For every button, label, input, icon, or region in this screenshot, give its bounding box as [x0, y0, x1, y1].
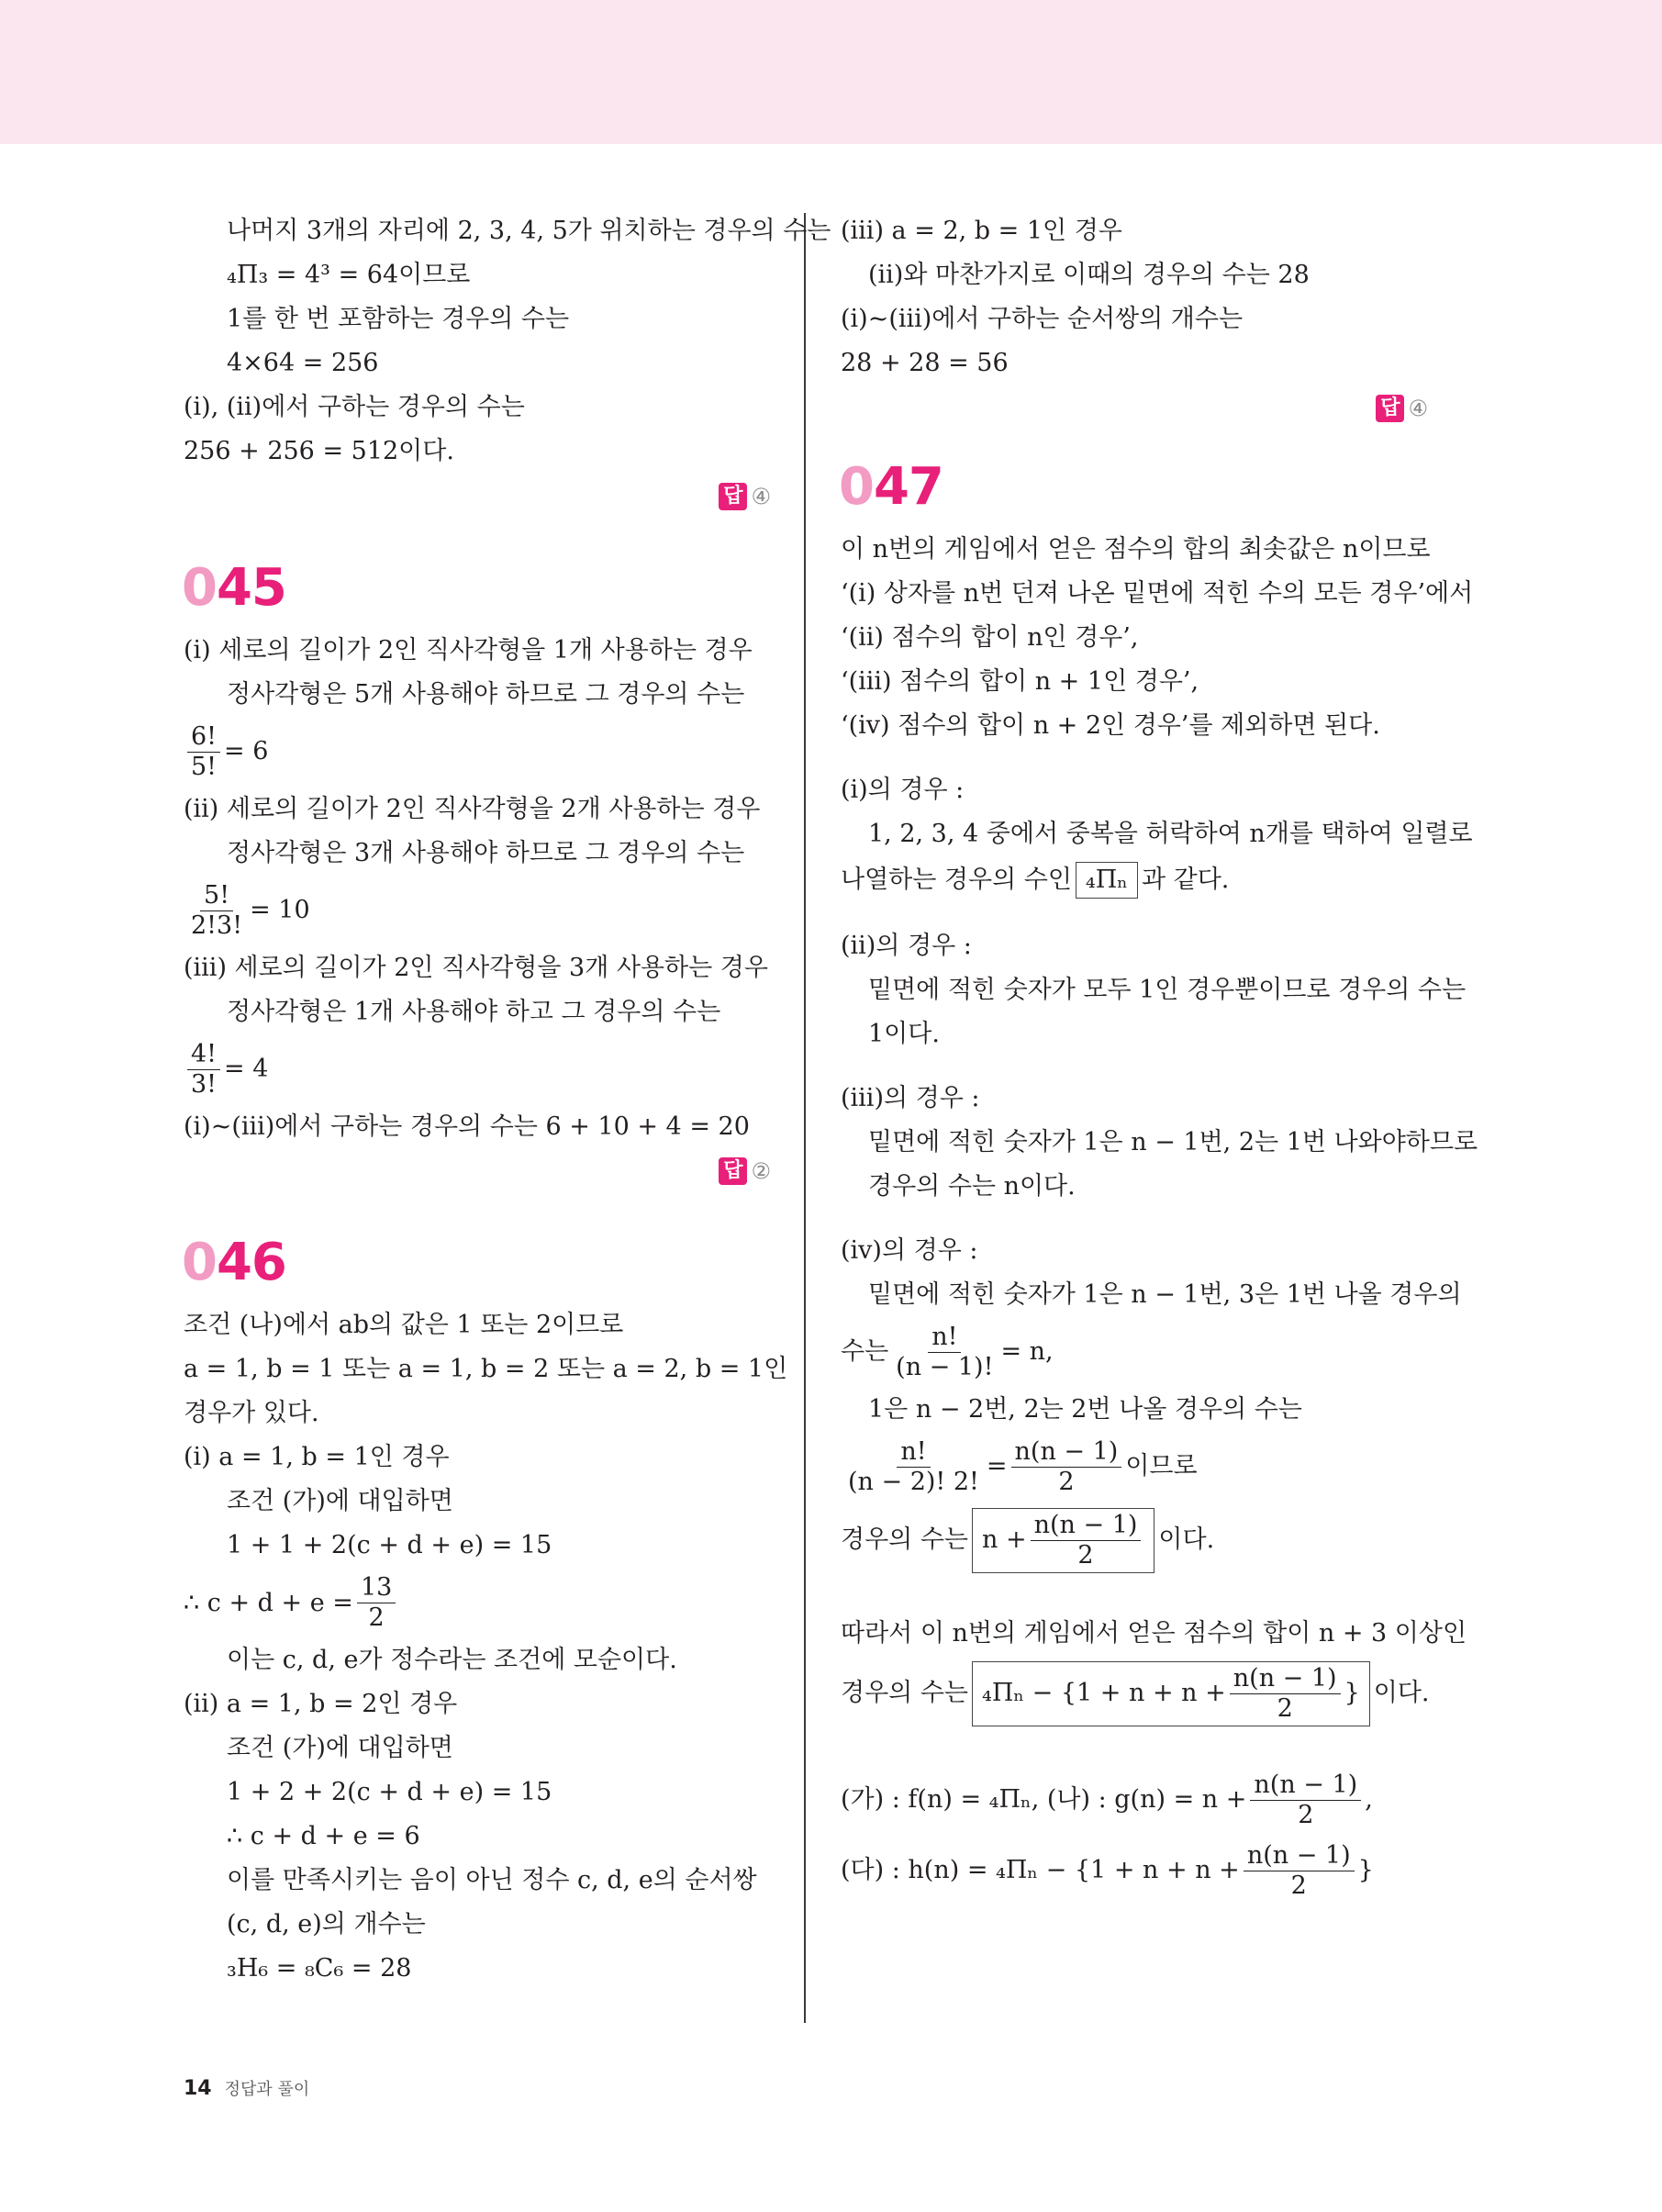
text-line: 이 n번의 게임에서 얻은 점수의 합의 최솟값은 n이므로: [841, 534, 1431, 564]
fraction-line: (다) : h(n) = ₄Πₙ − {1 + n + n + $\frac{n(n - 1)}{2}$ }: [841, 1840, 1374, 1900]
text-line: ₃H₆ = ₈C₆ = 28: [227, 1954, 412, 1983]
text-line: 조건 (가)에 대입하면: [227, 1487, 453, 1515]
text-line: a = 1, b = 1 또는 a = 1, b = 2 또는 a = 2, b = 1인: [184, 1355, 788, 1383]
fraction: $\frac{n(n - 1)}{2}$: [1244, 1841, 1355, 1901]
case-heading: (ⅲ) 세로의 길이가 2인 직사각형을 3개 사용하는 경우: [184, 953, 768, 982]
text-line: 이는 c, d, e가 정수라는 조건에 모순이다.: [227, 1646, 677, 1674]
fraction-line: (가) : f(n) = ₄Πₙ, (나) : g(n) = n + $\frac{n(n - 1)}{2}$ ,: [841, 1770, 1373, 1829]
text-line: (ⅰ), (ⅱ)에서 구하는 경우의 수는: [184, 393, 525, 421]
case-heading: (ⅰ)의 경우 :: [841, 775, 965, 804]
column-divider: [804, 213, 806, 2023]
text-line: 256 + 256 = 512이다.: [184, 437, 454, 465]
text-line: 나머지 3개의 자리에 2, 3, 4, 5가 위치하는 경우의 수는: [227, 217, 831, 245]
boxed-line: 나열하는 경우의 수인 ₄Πₙ 과 같다.: [841, 856, 1428, 904]
text-line: 1 + 1 + 2(c + d + e) = 15: [227, 1531, 552, 1559]
text-line: 4×64 = 256: [227, 349, 379, 377]
text-line: 1, 2, 3, 4 중에서 중복을 허락하여 n개를 택하여 일렬로: [868, 819, 1473, 848]
case-heading: (ⅰ) 세로의 길이가 2인 직사각형을 1개 사용하는 경우: [184, 635, 753, 665]
problem-number-045: 045: [182, 557, 286, 618]
boxed-line: 경우의 수는 n + $\frac{n(n - 1)}{2}$ 이다.: [841, 1503, 1428, 1579]
text-line: 28 + 28 = 56: [841, 349, 1009, 377]
case-heading: (ⅰ) a = 1, b = 1인 경우: [184, 1443, 450, 1471]
case-heading: (ⅳ)의 경우 :: [841, 1235, 978, 1265]
text-line: ‘(ⅳ) 점수의 합이 n + 2인 경우’를 제외하면 된다.: [841, 710, 1380, 740]
fraction: $\frac{n(n - 1)}{2}$: [1250, 1771, 1361, 1830]
answer-box: ₄Πₙ − {1 + n + n + $\frac{n(n - 1)}{2}$ }: [972, 1661, 1370, 1726]
text-line: 밑면에 적힌 숫자가 1은 n − 1번, 3은 1번 나올 경우의: [868, 1279, 1462, 1309]
text-line: (ⅱ)와 마찬가지로 이때의 경우의 수는 28: [868, 261, 1310, 289]
text-line: 정사각형은 5개 사용해야 하므로 그 경우의 수는: [227, 679, 745, 709]
text-line: 따라서 이 n번의 게임에서 얻은 점수의 합이 n + 3 이상인: [841, 1618, 1467, 1648]
text-line: 1를 한 번 포함하는 경우의 수는: [227, 305, 570, 333]
text-line: (c, d, e)의 개수는: [227, 1910, 426, 1938]
fraction: $\frac{5!}{2!3!}$: [191, 880, 243, 940]
text-line: ∴ c + d + e = 6: [227, 1822, 420, 1850]
case-heading: (ⅱ)의 경우 :: [841, 931, 972, 960]
fraction-line: 수는 $\frac{n!}{(n - 1)!}$ = n,: [841, 1322, 1054, 1381]
text-line: 밑면에 적힌 숫자가 1은 n − 1번, 2는 1번 나와야하므로: [868, 1127, 1478, 1156]
book-section-title: 정답과 풀이: [224, 2080, 310, 2099]
text-line: 조건 (가)에 대입하면: [227, 1734, 453, 1762]
answer-badge: 답: [719, 1157, 747, 1185]
page-footer: [184, 2076, 309, 2100]
answer-mark: [841, 385, 1428, 430]
fraction: $\frac{n(n - 1)}{2}$: [1011, 1437, 1122, 1497]
conclusion-line: (ⅰ)~(ⅲ)에서 구하는 경우의 수는 6 + 10 + 4 = 20: [184, 1112, 750, 1141]
text-line: 조건 (나)에서 ab의 값은 1 또는 2이므로: [184, 1311, 624, 1339]
fraction: $\frac{n!}{(n - 2)! 2!}$: [848, 1436, 979, 1496]
fraction: $\frac{n(n - 1)}{2}$: [1031, 1511, 1142, 1570]
left-column: [182, 209, 831, 1991]
fraction-line: ∴ c + d + e = $\frac{13}{2}$: [184, 1568, 771, 1638]
answer-badge: 답: [1376, 395, 1404, 422]
page-number: 14: [184, 2077, 212, 2100]
text-line: ₄Π₃ = 4³ = 64이므로: [227, 261, 471, 289]
case-heading: (ⅲ)의 경우 :: [841, 1083, 980, 1112]
text-line: 1은 n − 2번, 2는 2번 나올 경우의 수는: [868, 1394, 1302, 1424]
text-line: ‘(ⅱ) 점수의 합이 n인 경우’,: [841, 622, 1139, 652]
text-line: 정사각형은 3개 사용해야 하므로 그 경우의 수는: [227, 838, 745, 867]
fraction: $\frac{4!}{3!}$: [187, 1040, 220, 1100]
text-line: 1 + 2 + 2(c + d + e) = 15: [227, 1778, 552, 1806]
text-line: 밑면에 적힌 숫자가 모두 1인 경우뿐이므로 경우의 수는: [868, 975, 1467, 1004]
fraction-line: $\frac{4!}{3!}$ = 4: [184, 1034, 771, 1105]
answer-choice: ④: [751, 483, 771, 509]
fraction-line: $\frac{6!}{5!}$ = 6: [184, 717, 771, 788]
fraction: $\frac{13}{2}$: [357, 1573, 396, 1633]
fraction: $\frac{n!}{(n - 1)!}$: [896, 1322, 994, 1381]
fraction: $\frac{6!}{5!}$: [187, 722, 220, 782]
text-line: 정사각형은 1개 사용해야 하고 그 경우의 수는: [227, 997, 721, 1026]
problem-number-046: 046: [182, 1233, 286, 1292]
text-line: ‘(ⅰ) 상자를 n번 던져 나온 밑면에 적힌 수의 모든 경우’에서: [841, 578, 1474, 608]
answer-badge: 답: [719, 483, 747, 510]
boxed-line: 경우의 수는 ₄Πₙ − {1 + n + n + $\frac{n(n - 1)}{2}$ } 이다.: [841, 1656, 1428, 1732]
text-line: ‘(ⅲ) 점수의 합이 n + 1인 경우’,: [841, 666, 1199, 696]
text-line: 경우가 있다.: [184, 1399, 319, 1427]
answer-choice: ④: [1408, 395, 1428, 421]
text-line: (ⅰ)~(ⅲ)에서 구하는 순서쌍의 개수는: [841, 305, 1244, 333]
right-column: [839, 209, 1478, 1906]
top-color-band: [0, 0, 1662, 144]
case-heading: (ⅱ) 세로의 길이가 2인 직사각형을 2개 사용하는 경우: [184, 794, 761, 823]
fraction-line: $\frac{n!}{(n - 2)! 2!}$ = $\frac{n(n - 1)}{2}$ 이므로: [841, 1432, 1428, 1503]
text-line: 1이다.: [868, 1019, 940, 1048]
answer-mark: [184, 1149, 771, 1194]
answer-box: n + $\frac{n(n - 1)}{2}$: [972, 1508, 1154, 1573]
answer-mark: [184, 474, 771, 519]
fraction-line: $\frac{5!}{2!3!}$ = 10: [184, 876, 771, 946]
problem-number-047: 047: [839, 456, 943, 517]
fraction: $\frac{n(n - 1)}{2}$: [1230, 1664, 1341, 1724]
text-line: 이를 만족시키는 음이 아닌 정수 c, d, e의 순서쌍: [227, 1866, 757, 1894]
case-heading: (ⅱ) a = 1, b = 2인 경우: [184, 1690, 458, 1718]
text-line: 경우의 수는 n이다.: [868, 1171, 1076, 1201]
case-heading: (ⅲ) a = 2, b = 1인 경우: [841, 217, 1122, 245]
answer-choice: ②: [751, 1158, 771, 1184]
answer-box: ₄Πₙ: [1076, 862, 1138, 899]
